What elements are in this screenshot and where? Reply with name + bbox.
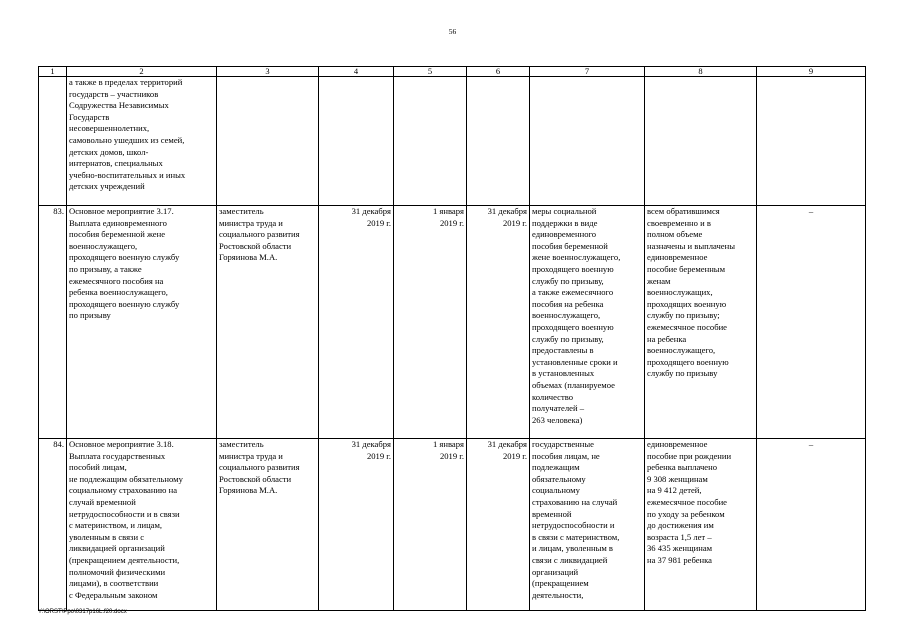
cell-text-line: государственные <box>532 439 594 449</box>
cell-text-line: количество <box>532 391 574 402</box>
cell-text-line: пособия беременной <box>532 240 608 251</box>
cell-text-line: в установленных <box>532 368 595 379</box>
cell-text-line: Выплата единовременного <box>69 217 167 228</box>
cell-text-line: детских домов, школ- <box>69 146 149 157</box>
plan-date-cell <box>467 439 530 611</box>
column-header: 1 <box>39 67 67 77</box>
cell-text-line: заместитель <box>219 206 264 216</box>
cell-text-line: единовременного <box>532 229 597 240</box>
cell-text-line: военнослужащего, <box>647 345 716 356</box>
cell-text-line: назначены и выплачены <box>647 240 735 251</box>
column-header: 4 <box>319 67 394 77</box>
cell-text-line: проходящего военную <box>532 263 614 274</box>
cell-text-line: Содружества Независимых <box>69 100 169 111</box>
cell-text-line: меры социальной <box>532 206 597 216</box>
cell-text-line: самовольно ушедших из семей, <box>69 134 185 145</box>
cell-text-line: получателей – <box>532 403 584 414</box>
cell-text-line: службу по призыву, <box>532 275 604 286</box>
cell-text-line: 263 человека) <box>532 414 583 425</box>
cell-text-line: 2019 г. <box>439 217 464 228</box>
header-row <box>39 67 866 77</box>
cell-text-line: временной <box>532 508 572 519</box>
plan-date-cell <box>467 77 530 206</box>
cell-text-line: на 9 412 детей, <box>647 485 702 496</box>
cell-text-line: ликвидацией организаций <box>69 543 165 554</box>
cell-text-line: по призыву <box>69 310 111 321</box>
cell-text-line: случай временной <box>69 496 136 507</box>
cell-text-line: 2019 г. <box>439 450 464 461</box>
cell-text-line: а также ежемесячного <box>532 287 614 298</box>
cell-text-line: министра труда и <box>219 217 283 228</box>
cell-text-line: предоставлены в <box>532 345 594 356</box>
start-date-cell <box>319 439 394 611</box>
column-header: 9 <box>757 67 866 77</box>
responsible-cell <box>217 439 319 611</box>
cell-text-line: пособие беременным <box>647 263 726 274</box>
cell-text-line: Ростовской области <box>219 473 292 484</box>
cell-text-line: пособий лицам, <box>69 462 127 473</box>
cell-text-line: 2019 г. <box>502 450 527 461</box>
cell-text-line: Основное мероприятие 3.17. <box>69 206 174 216</box>
row-number: 84. <box>39 439 67 611</box>
actual-cell <box>645 77 757 206</box>
cell-text-line: пособие при рождении <box>647 450 732 461</box>
cell-text-line: 2019 г. <box>366 450 391 461</box>
cell-text-line: военнослужащих, <box>647 287 713 298</box>
cell-text-line: (прекращением <box>532 578 589 589</box>
reasons-cell <box>757 77 866 206</box>
cell-text-line: военнослужащего, <box>69 240 138 251</box>
actual-cell <box>645 206 757 439</box>
table-row <box>39 77 866 206</box>
cell-text-line: ребенка военнослужащего, <box>69 287 168 298</box>
cell-text-line: организаций <box>532 566 579 577</box>
cell-text-line: объемах (планируемое <box>532 379 615 390</box>
cell-text-line: военнослужащего, <box>532 310 601 321</box>
cell-text-line: нетрудоспособности и в связи <box>69 508 180 519</box>
result-cell <box>530 439 645 611</box>
cell-text-line: ежемесячное пособие <box>647 496 727 507</box>
responsible-cell <box>217 77 319 206</box>
end-date-cell <box>394 77 467 206</box>
cell-text-line: ежемесячное пособие <box>647 321 727 332</box>
cell-text-line: в связи с материнством, <box>532 531 620 542</box>
result-cell <box>530 206 645 439</box>
cell-text-line: (прекращением деятельности, <box>69 554 180 565</box>
page-number: 56 <box>448 27 457 36</box>
cell-text-line: 1 января <box>432 439 464 449</box>
cell-text-line: женам <box>647 275 671 286</box>
cell-text-line: Выплата государственных <box>69 450 166 461</box>
cell-text-line: возраста 1,5 лет – <box>647 531 712 542</box>
cell-text-line: а также в пределах территорий <box>69 77 183 87</box>
row-number: 83. <box>39 206 67 439</box>
end-date-cell <box>394 439 467 611</box>
cell-text-line: проходящих военную <box>647 298 727 309</box>
cell-text-line: учебно-воспитательных и иных <box>69 169 186 180</box>
cell-text-line: Горяинова М.А. <box>219 485 278 496</box>
cell-text-line: на 37 981 ребенка <box>647 554 712 565</box>
cell-text-line: 2019 г. <box>502 217 527 228</box>
cell-text-line: Государств <box>69 111 110 122</box>
table-row <box>39 439 866 611</box>
event-cell <box>67 77 217 206</box>
cell-text-line: проходящего военную <box>647 356 729 367</box>
cell-text-line: интернатов, специальных <box>69 158 163 169</box>
event-cell <box>67 439 217 611</box>
cell-text-line: проходящего военную службу <box>69 252 180 263</box>
cell-text-line: несовершеннолетних, <box>69 123 150 134</box>
cell-text-line: всем обратившимся <box>647 206 720 216</box>
cell-text-line: поддержки в виде <box>532 217 598 228</box>
column-header: 5 <box>394 67 467 77</box>
cell-text-line: заместитель <box>219 439 264 449</box>
table-row <box>39 206 866 439</box>
cell-text-line: своевременно и в <box>647 217 711 228</box>
actual-cell <box>645 439 757 611</box>
cell-text-line: 1 января <box>432 206 464 216</box>
column-header: 3 <box>217 67 319 77</box>
cell-text-line: социального развития <box>219 229 300 240</box>
cell-text-line: на ребенка <box>647 333 687 344</box>
cell-text-line: Горяинова М.А. <box>219 252 278 263</box>
plan-date-cell <box>467 206 530 439</box>
cell-text-line: полном объеме <box>647 229 703 240</box>
column-header: 2 <box>67 67 217 77</box>
cell-text-line: уволенным в связи с <box>69 531 145 542</box>
end-date-cell <box>394 206 467 439</box>
cell-text-line: проходящего военную службу <box>69 298 180 309</box>
cell-text-line: 31 декабря <box>487 439 527 449</box>
cell-text-line: пособия беременной жене <box>69 229 166 240</box>
cell-text-line: деятельности, <box>532 589 584 600</box>
cell-text-line: 31 декабря <box>351 439 391 449</box>
cell-text-line: пособия лицам, не <box>532 450 600 461</box>
cell-text-line: социального развития <box>219 462 300 473</box>
event-cell <box>67 206 217 439</box>
cell-text-line: пособия на ребенка <box>532 298 604 309</box>
cell-text-line: ежемесячного пособия на <box>69 275 164 286</box>
cell-text-line: связи с ликвидацией <box>532 554 608 565</box>
cell-text-line: лицами), в соответствии <box>69 578 159 589</box>
cell-text-line: полномочий физическими <box>69 566 166 577</box>
cell-text-line: Основное мероприятие 3.18. <box>69 439 174 449</box>
column-header: 7 <box>530 67 645 77</box>
cell-text-line: и лицам, уволенным в <box>532 543 613 554</box>
cell-text-line: социальному <box>532 485 580 496</box>
reasons-cell: – <box>757 439 866 611</box>
column-header: 6 <box>467 67 530 77</box>
reasons-cell: – <box>757 206 866 439</box>
start-date-cell <box>319 206 394 439</box>
report-table <box>38 66 866 611</box>
cell-text-line: 31 декабря <box>351 206 391 216</box>
cell-text-line: жене военнослужащего, <box>532 252 621 263</box>
cell-text-line: единовременное <box>647 439 708 449</box>
cell-text-line: единовременное <box>647 252 708 263</box>
column-header: 8 <box>645 67 757 77</box>
cell-text-line: проходящего военную <box>532 321 614 332</box>
cell-text-line: 2019 г. <box>366 217 391 228</box>
cell-text-line: до достижения им <box>647 520 714 531</box>
cell-text-line: службу по призыву <box>647 368 718 379</box>
cell-text-line: министра труда и <box>219 450 283 461</box>
row-number <box>39 77 67 206</box>
cell-text-line: службу по призыву, <box>532 333 604 344</box>
cell-text-line: детских учреждений <box>69 181 145 192</box>
file-path-footer: Y:\ORST\Ppo\0317p16L.f20.docx <box>38 609 127 615</box>
cell-text-line: 9 308 женщинам <box>647 473 708 484</box>
cell-text-line: социальному страхованию на <box>69 485 178 496</box>
cell-text-line: не подлежащим обязательному <box>69 473 183 484</box>
cell-text-line: по призыву, а также <box>69 263 142 274</box>
responsible-cell <box>217 206 319 439</box>
cell-text-line: с Федеральным законом <box>69 589 158 600</box>
cell-text-line: страхованию на случай <box>532 496 618 507</box>
result-cell <box>530 77 645 206</box>
cell-text-line: подлежащим <box>532 462 580 473</box>
cell-text-line: обязательному <box>532 473 586 484</box>
cell-text-line: с материнством, и лицам, <box>69 520 163 531</box>
cell-text-line: по уходу за ребенком <box>647 508 725 519</box>
cell-text-line: 31 декабря <box>487 206 527 216</box>
cell-text-line: установленные сроки и <box>532 356 618 367</box>
cell-text-line: ребенка выплачено <box>647 462 718 473</box>
cell-text-line: 36 435 женщинам <box>647 543 713 554</box>
start-date-cell <box>319 77 394 206</box>
cell-text-line: службу по призыву; <box>647 310 720 321</box>
cell-text-line: Ростовской области <box>219 240 292 251</box>
cell-text-line: нетрудоспособности и <box>532 520 615 531</box>
cell-text-line: государств – участников <box>69 88 159 99</box>
